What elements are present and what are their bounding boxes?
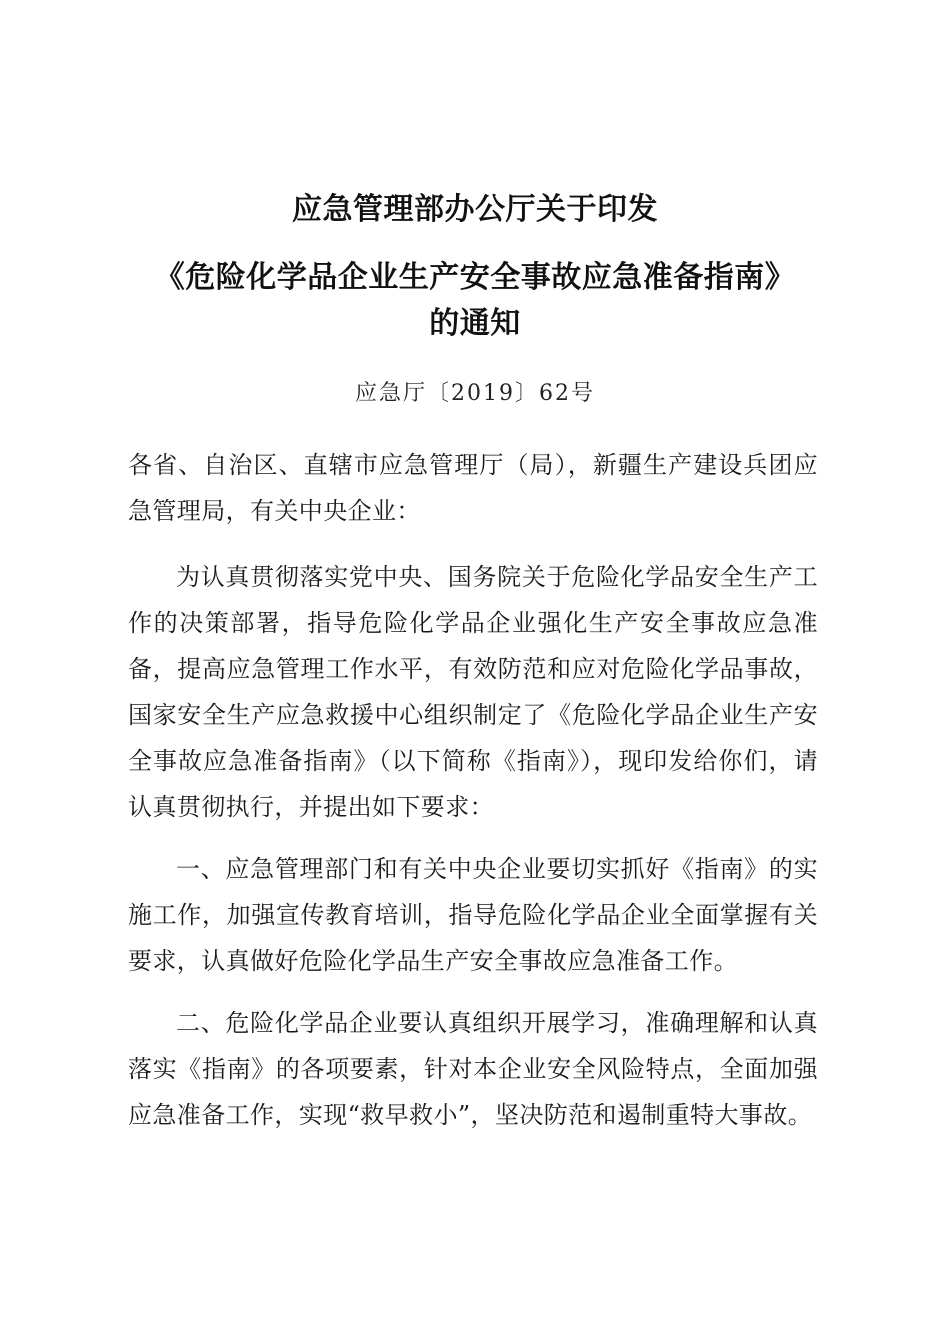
paragraph-requirement-1: 一、应急管理部门和有关中央企业要切实抓好《指南》的实施工作，加强宣传教育培训，指导危险化学品企业全面掌握有关要求，认真做好危险化学品生产安全事故应急准备工作。 bbox=[128, 855, 818, 975]
paragraph-intro: 为认真贯彻落实党中央、国务院关于危险化学品安全生产工作的决策部署，指导危险化学品企业强化生产安全事故应急准备，提高应急管理工作水平，有效防范和应对危险化学品事故，国家安全生产应急救援中心组织制定了《危险化学品企业生产安全事故应急准备指南》（以下简称《指南》），现印发给你们，请认真贯彻执行，并提出如下要求： bbox=[128, 563, 818, 821]
title-line-1: 应急管理部办公厅关于印发 bbox=[292, 192, 658, 227]
title-line-2: 《危险化学品企业生产安全事故应急准备指南》 bbox=[154, 260, 796, 295]
document-number: 应急厅〔2019〕62号 bbox=[355, 381, 595, 406]
title-line-3: 的通知 bbox=[429, 306, 521, 341]
salutation: 各省、自治区、直辖市应急管理厅（局），新疆生产建设兵团应急管理局，有关中央企业： bbox=[128, 451, 818, 525]
paragraph-requirement-2: 二、危险化学品企业要认真组织开展学习，准确理解和认真落实《指南》的各项要素，针对本企业安全风险特点，全面加强应急准备工作，实现“救早救小”，坚决防范和遏制重特大事故。 bbox=[128, 1009, 818, 1129]
